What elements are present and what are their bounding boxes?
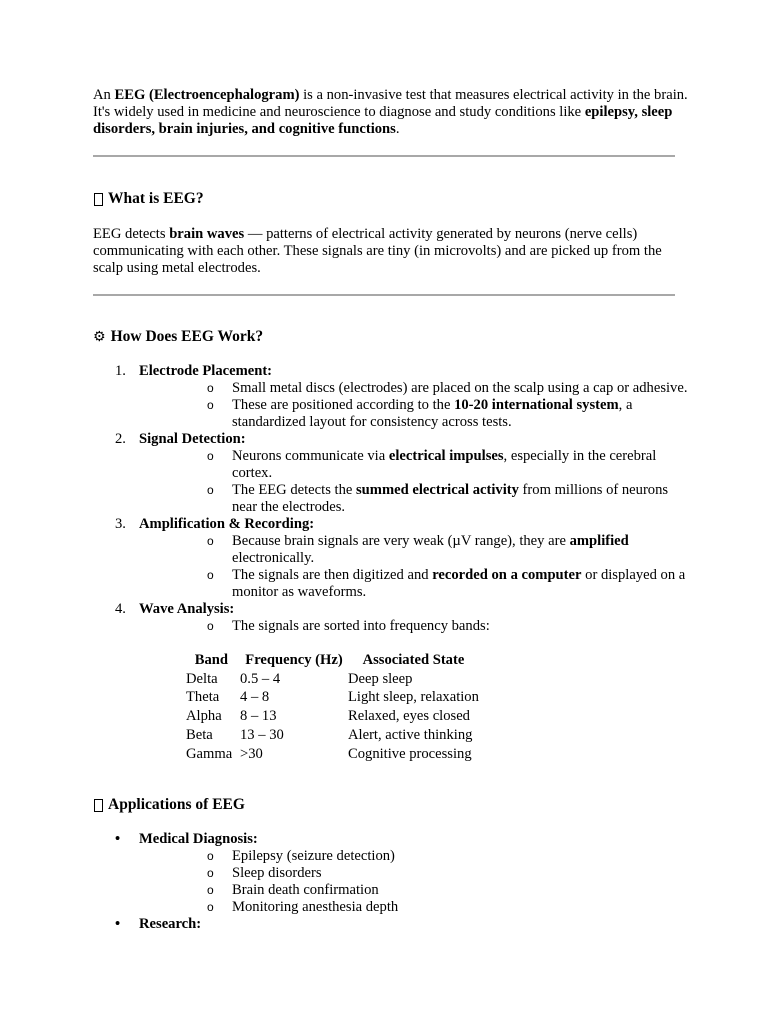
sub-list-item [139, 848, 693, 865]
step-item [93, 431, 693, 516]
sub-list-item [139, 567, 693, 601]
bold-run: 10-20 international system [454, 397, 619, 413]
section-title: What is EEG? [108, 190, 204, 207]
text-run: electronically. [232, 550, 315, 566]
intro-text-1: An [93, 87, 115, 103]
application-sublist [139, 848, 693, 916]
text-run: Sleep disorders [232, 865, 322, 882]
bold-run: recorded on a computer [432, 567, 582, 583]
step-title: Electrode Placement: [139, 363, 273, 379]
intro-text-2: is a non-invasive test that measures electrical activity in the brain. It's widely used in medicine and neuroscience to diagnose and study conditions like [93, 87, 688, 120]
bullet-icon: • [115, 916, 121, 933]
horizontal-rule [93, 294, 675, 296]
table-cell: 8 – 13 [240, 708, 277, 725]
text-run: Small metal discs (electrodes) are placed on the scalp using a cap or adhesive. [232, 380, 688, 396]
table-cell: Theta [186, 689, 220, 706]
text-run: Monitoring anesthesia depth [232, 899, 399, 916]
text-run: , especially in the cerebral cortex. [232, 448, 657, 481]
text-run: These are positioned according to the [232, 397, 455, 413]
text-run: — patterns of electrical activity generated by neurons (nerve cells) communicating with each other. These signals are tiny (in microvolts) and are picked up from the scalp using metal electrodes. [93, 226, 662, 276]
application-title: Medical Diagnosis: [139, 831, 258, 848]
bold-run: summed electrical activity [356, 482, 519, 498]
text-run: EEG detects [93, 226, 170, 242]
table-cell: 13 – 30 [240, 726, 284, 743]
step-number: 4. [115, 601, 126, 617]
circle-bullet-icon: o [207, 883, 214, 898]
text-run: Epilepsy (seizure detection) [232, 848, 395, 865]
text-run: The EEG detects the [232, 482, 356, 498]
intro-bold-1: EEG (Electroencephalogram) [114, 87, 300, 103]
circle-bullet-icon: o [207, 449, 214, 463]
table-cell: >30 [240, 745, 263, 762]
step-sublist [139, 533, 693, 601]
sub-list-item [139, 380, 693, 397]
sub-list-item [139, 397, 693, 431]
bold-run: brain waves [169, 226, 245, 242]
table-cell: Beta [186, 726, 213, 743]
document-page [93, 87, 693, 933]
sub-list-item [139, 533, 693, 567]
step-sublist [139, 618, 693, 635]
section-title: How Does EEG Work? [110, 328, 264, 345]
table-cell: Relaxed, eyes closed [348, 708, 470, 725]
section-heading-how-eeg-works [93, 328, 693, 346]
step-number: 2. [115, 431, 126, 447]
column-header: Associated State [362, 652, 465, 668]
circle-bullet-icon: o [207, 534, 214, 548]
step-title: Signal Detection: [139, 431, 246, 447]
text-run: from millions of neurons near the electrodes. [232, 482, 669, 515]
table-cell: Alpha [186, 708, 222, 725]
step-sublist [139, 448, 693, 516]
section-heading-what-is-eeg [93, 190, 693, 208]
table-cell: Alert, active thinking [348, 726, 473, 743]
step-number: 1. [115, 363, 126, 379]
sub-list-item [139, 865, 693, 882]
application-item [93, 916, 693, 933]
application-title: Research: [139, 916, 202, 933]
circle-bullet-icon: o [207, 568, 214, 582]
steps-list [93, 363, 693, 635]
sub-list-item [139, 448, 693, 482]
table-row [186, 707, 479, 726]
bold-run: amplified [569, 533, 629, 549]
table-cell: Cognitive processing [348, 745, 472, 762]
sub-list-item [139, 899, 693, 916]
bullet-icon: • [115, 831, 121, 848]
table-cell: 4 – 8 [240, 689, 270, 706]
circle-bullet-icon: o [207, 900, 214, 915]
step-item [93, 363, 693, 431]
text-run: The signals are then digitized and [232, 567, 433, 583]
step-number: 3. [115, 516, 126, 532]
table-row [186, 726, 479, 745]
frequency-bands-table [186, 651, 479, 763]
text-run: Brain death confirmation [232, 882, 379, 899]
section-title: Applications of EEG [108, 796, 245, 814]
sub-list-item [139, 482, 693, 516]
step-item [93, 601, 693, 635]
missing-glyph-icon [94, 193, 103, 206]
text-run: Because brain signals are very weak (µV range), they are [232, 533, 570, 549]
what-is-eeg-paragraph [93, 226, 693, 277]
step-sublist [139, 380, 693, 431]
circle-bullet-icon: o [207, 483, 214, 497]
circle-bullet-icon: o [207, 619, 214, 633]
text-run: , a standardized layout for consistency across tests. [232, 397, 633, 430]
sub-list-item [139, 618, 693, 635]
section-heading-applications [93, 796, 693, 814]
horizontal-rule [93, 155, 675, 157]
bold-run: electrical impulses [388, 448, 504, 464]
table-cell: Gamma [186, 745, 233, 762]
applications-list [93, 831, 693, 933]
application-item [93, 831, 693, 916]
intro-paragraph [93, 87, 693, 138]
table-row [186, 670, 479, 689]
table-row [186, 745, 479, 764]
table-cell: Deep sleep [348, 670, 413, 687]
step-title: Amplification & Recording: [139, 516, 315, 532]
column-header: Band [194, 652, 228, 668]
text-run: or displayed on a monitor as waveforms. [232, 567, 686, 600]
intro-bold-2: epilepsy, sleep disorders, brain injuries, and cognitive functions [93, 104, 673, 137]
missing-glyph-icon [94, 799, 103, 812]
circle-bullet-icon: o [207, 381, 214, 395]
step-item [93, 516, 693, 601]
table-header-row [186, 651, 479, 670]
intro-text-3: . [395, 121, 400, 137]
circle-bullet-icon: o [207, 866, 214, 881]
table-cell: Delta [186, 670, 218, 687]
sub-list-item [139, 882, 693, 899]
text-run: Neurons communicate via [232, 448, 389, 464]
table-cell: Light sleep, relaxation [348, 689, 479, 706]
table-cell: 0.5 – 4 [240, 670, 281, 687]
step-title: Wave Analysis: [139, 601, 235, 617]
circle-bullet-icon: o [207, 849, 214, 864]
gear-icon: ⚙ [93, 329, 106, 345]
table-row [186, 688, 479, 707]
text-run: The signals are sorted into frequency bands: [232, 618, 490, 634]
column-header: Frequency (Hz) [245, 652, 343, 668]
circle-bullet-icon: o [207, 398, 214, 412]
